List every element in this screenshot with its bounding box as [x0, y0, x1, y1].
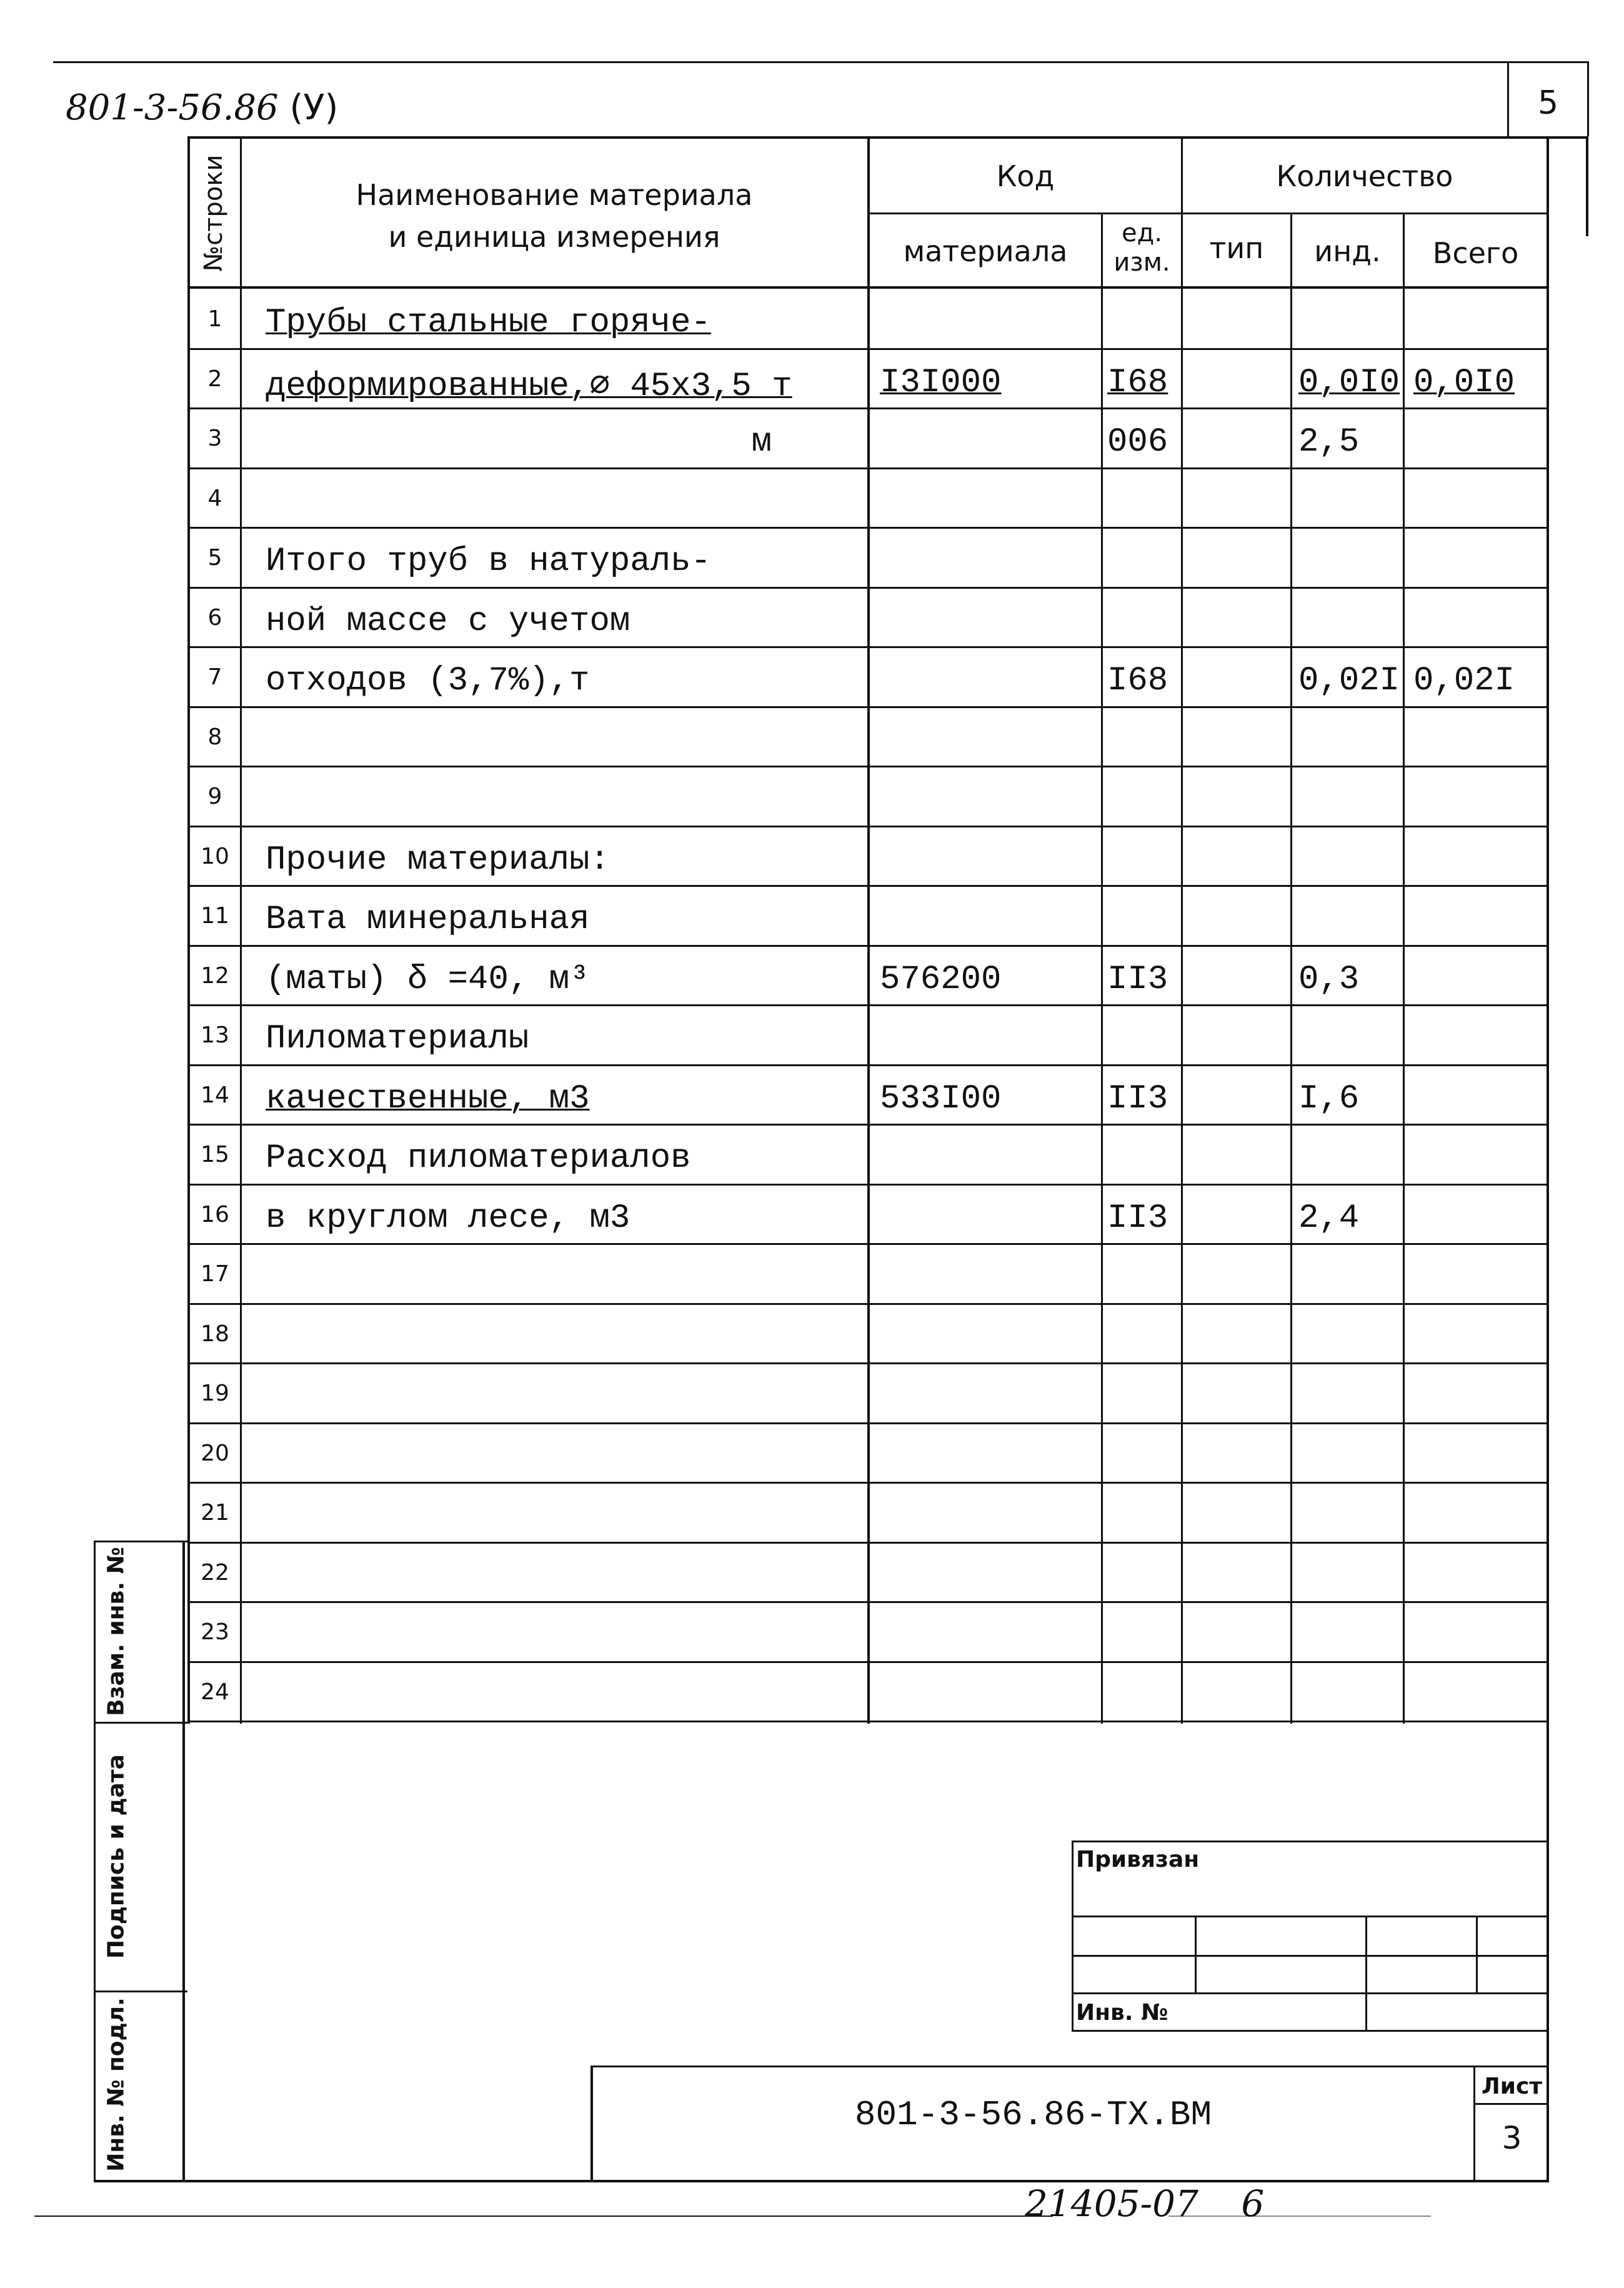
col-header-code: Код — [996, 159, 1055, 193]
row-number: 11 — [201, 903, 229, 929]
cell-total: 0,0I0 — [1413, 363, 1515, 402]
row-number: 4 — [207, 485, 222, 511]
cell-name: в круглом лесе, м3 — [266, 1199, 630, 1237]
col-header-unit-line2: изм. — [1113, 248, 1170, 277]
row-number: 7 — [207, 664, 222, 690]
cell-ind: 0,3 — [1298, 960, 1360, 999]
stamp-inv-podl: Инв. № подл. — [103, 1997, 129, 2172]
cell-material: I3I000 — [880, 363, 1002, 402]
row-number: 5 — [207, 545, 222, 571]
col-header-typ: тип — [1209, 231, 1264, 265]
privyazan-label: Привязан — [1076, 1847, 1200, 1872]
cell-name: качественные, м3 — [266, 1079, 590, 1118]
row-number: 23 — [201, 1619, 229, 1645]
row-number: 14 — [201, 1082, 229, 1108]
row-number: 12 — [201, 962, 229, 989]
cell-name: Итого труб в натураль- — [266, 542, 711, 581]
archive-code: 21405-07 — [1025, 2182, 1198, 2225]
cell-unit: II3 — [1107, 960, 1168, 999]
page-number: 5 — [1537, 84, 1559, 122]
row-number: 10 — [201, 843, 229, 869]
col-header-name-line1: Наименование материала — [356, 178, 753, 212]
col-header-unit-line1: ед. — [1122, 219, 1162, 247]
col-header-row-no: №строки — [199, 154, 228, 272]
col-header-quantity: Количество — [1276, 159, 1453, 193]
doc-designation: 801-3-56.86-ТХ.ВМ — [854, 2095, 1212, 2135]
list-label: Лист — [1481, 2074, 1543, 2099]
cell-material: 576200 — [880, 960, 1002, 999]
inv-no-label: Инв. № — [1076, 2000, 1168, 2026]
cell-material: 533I00 — [880, 1079, 1002, 1118]
cell-name: отходов (3,7%),т — [266, 662, 590, 700]
cell-name: (маты) δ =40, м³ — [266, 960, 590, 999]
row-number: 1 — [207, 306, 222, 332]
row-number: 18 — [201, 1321, 229, 1347]
row-number: 3 — [207, 426, 222, 451]
row-number: 19 — [201, 1381, 229, 1406]
row-number: 6 — [207, 604, 222, 631]
row-number: 24 — [201, 1679, 229, 1705]
list-value: 3 — [1502, 2120, 1522, 2156]
row-number: 22 — [201, 1559, 229, 1586]
row-number: 21 — [201, 1500, 229, 1526]
cell-name: м — [751, 423, 772, 461]
row-number: 20 — [201, 1440, 229, 1466]
cell-unit: I68 — [1107, 662, 1168, 700]
row-number: 8 — [207, 724, 222, 750]
row-number: 15 — [201, 1142, 229, 1167]
cell-name: Вата минеральная — [266, 901, 590, 939]
cell-name: Трубы стальные горяче- — [266, 304, 711, 342]
cell-total: 0,02I — [1413, 662, 1515, 700]
archive-number — [1025, 2182, 1264, 2225]
row-number: 17 — [201, 1261, 229, 1287]
cell-ind: 0,02I — [1298, 662, 1400, 700]
stamp-podpis-data: Подпись и дата — [103, 1754, 129, 1959]
doc-code — [66, 87, 338, 128]
cell-ind: 2,4 — [1298, 1199, 1360, 1237]
cell-name: Расход пиломатериалов — [266, 1139, 691, 1177]
col-header-material: материала — [903, 234, 1068, 268]
cell-ind: I,6 — [1298, 1079, 1360, 1118]
col-header-ind: инд. — [1314, 234, 1381, 268]
cell-name: Пиломатериалы — [266, 1020, 529, 1058]
doc-code-number: 801-3-56.86 — [66, 87, 279, 128]
archive-sheet: 6 — [1241, 2182, 1265, 2225]
cell-name: Прочие материалы: — [266, 841, 610, 879]
col-header-total: Всего — [1432, 236, 1519, 270]
cell-unit: II3 — [1107, 1199, 1168, 1237]
row-number: 16 — [201, 1201, 229, 1227]
row-number: 9 — [207, 784, 222, 809]
cell-unit: II3 — [1107, 1079, 1168, 1118]
stamp-vzam-inv: Взам. инв. № — [103, 1547, 129, 1716]
cell-ind: 2,5 — [1298, 423, 1360, 461]
cell-ind: 0,0I0 — [1298, 363, 1400, 402]
cell-name: деформированные,∅ 45х3,5 т — [266, 367, 792, 406]
cell-unit: I68 — [1107, 363, 1168, 402]
row-number: 13 — [201, 1022, 229, 1048]
cell-unit: 006 — [1107, 423, 1168, 461]
col-header-name-line2: и единица измерения — [388, 220, 720, 254]
doc-code-variant: (У) — [289, 87, 339, 128]
cell-name: ной массе с учетом — [266, 602, 630, 641]
row-number: 2 — [207, 366, 222, 392]
